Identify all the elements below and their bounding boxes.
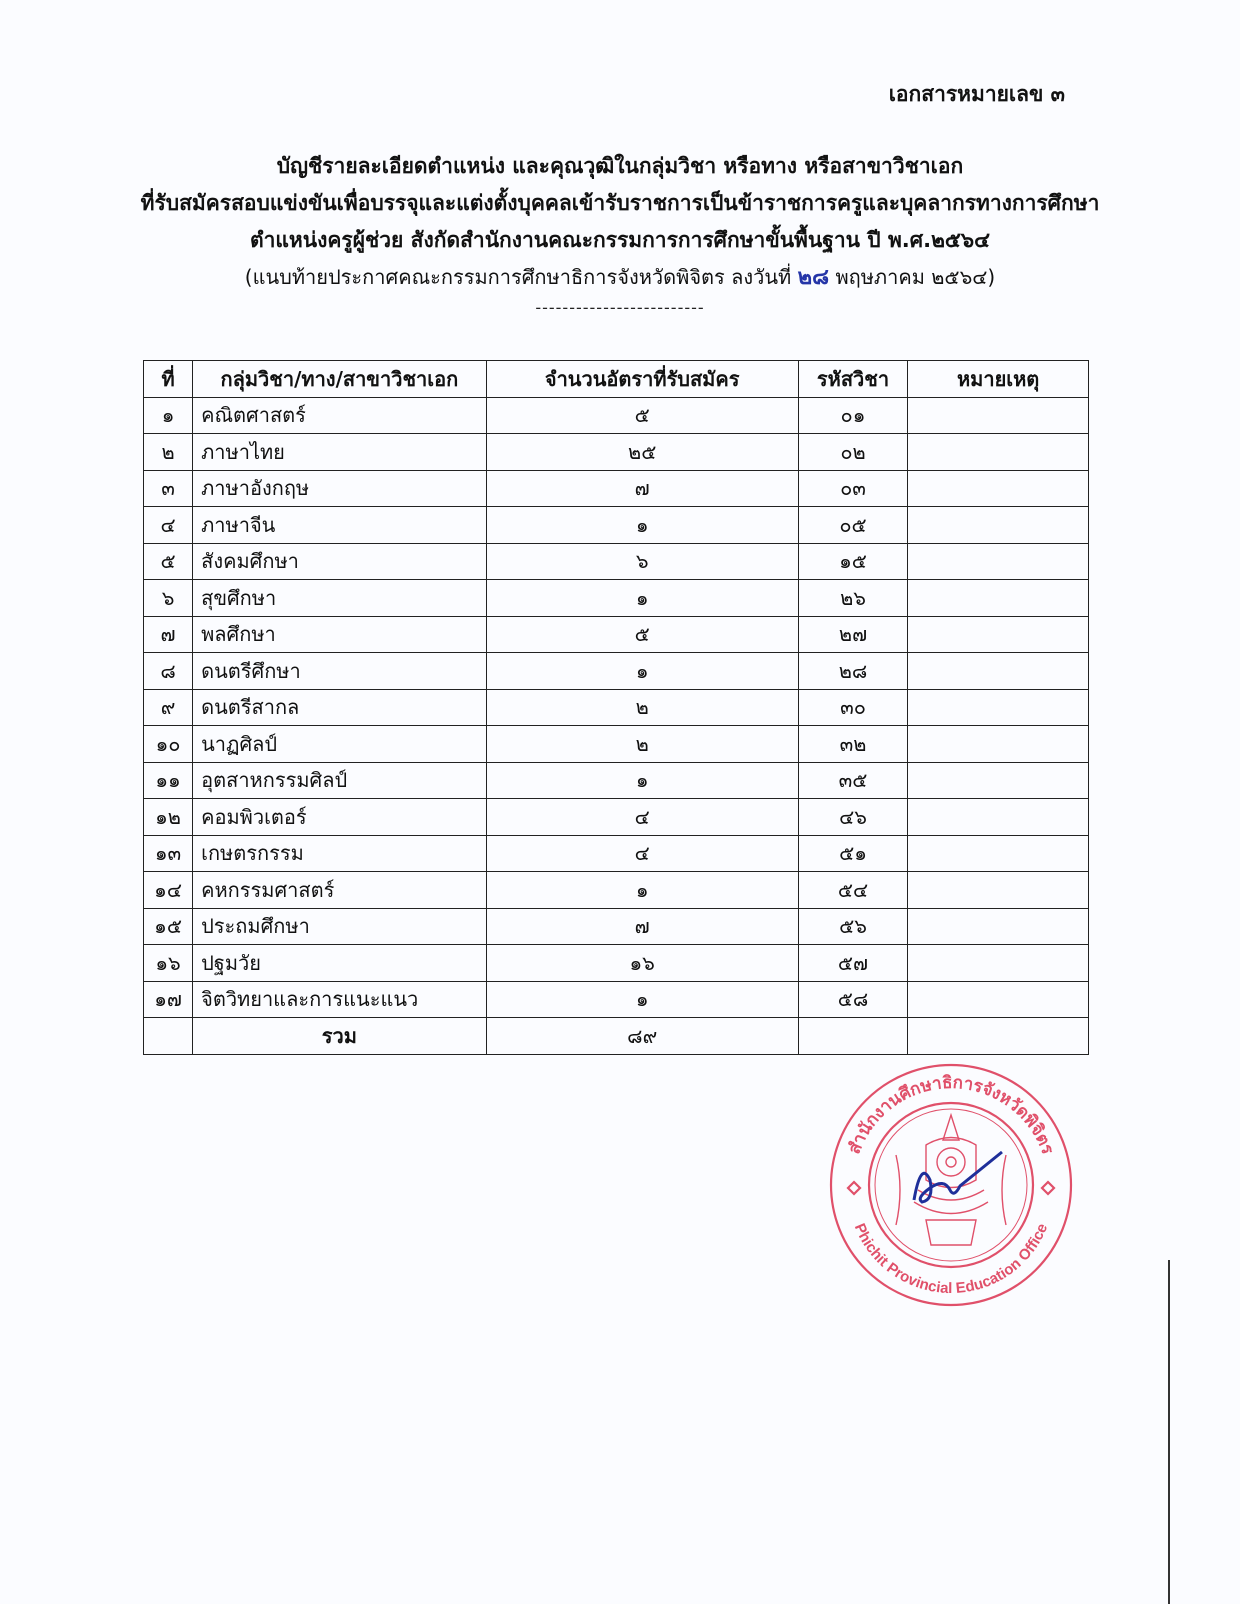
title-line-2: ที่รับสมัครสอบแข่งขันเพื่อบรรจุและแต่งตั้งบุคคลเข้ารับราชการเป็นข้าราชการครูและบุคลากรทางการศึกษา [140,191,1100,215]
row-note [908,616,1089,653]
row-number: ๑๕ [144,908,193,945]
seal-outer-ring [831,1065,1071,1305]
table-row [144,872,1089,909]
row-note [908,872,1089,909]
row-number: ๒ [144,434,193,471]
table-row [144,762,1089,799]
row-count: ๑ [486,762,798,799]
row-subject: จิตวิทยาและการแนะแนว [193,981,487,1018]
seal-inner-ring-thin [875,1109,1027,1261]
table-row [144,653,1089,690]
document-number: เอกสารหมายเลข ๓ [888,82,1065,106]
total-label: รวม [193,1018,487,1055]
seal-bottom-text: Phichit Provincial Education Office [850,1221,1052,1298]
row-subject: สังคมศึกษา [193,543,487,580]
table-body [144,397,1089,1018]
row-number: ๕ [144,543,193,580]
row-count: ๒ [486,689,798,726]
row-note [908,835,1089,872]
row-note [908,434,1089,471]
table-row [144,507,1089,544]
row-subject: คณิตศาสตร์ [193,397,487,434]
row-number: ๑๖ [144,945,193,982]
seal-emblem-icon [896,1115,1006,1245]
row-subject: ปฐมวัย [193,945,487,982]
row-count: ๒๕ [486,434,798,471]
row-code: ๐๕ [798,507,908,544]
official-seal [826,1060,1076,1310]
row-number: ๑๑ [144,762,193,799]
row-count: ๖ [486,543,798,580]
row-number: ๑๗ [144,981,193,1018]
row-code: ๕๔ [798,872,908,909]
row-number: ๔ [144,507,193,544]
row-note [908,653,1089,690]
row-note [908,799,1089,836]
table-row [144,726,1089,763]
table-row [144,397,1089,434]
table-row [144,689,1089,726]
row-count: ๑ [486,507,798,544]
row-note [908,762,1089,799]
header-count: จำนวนอัตราที่รับสมัคร [486,361,798,398]
row-code: ๐๑ [798,397,908,434]
table-row [144,945,1089,982]
row-subject: ภาษาอังกฤษ [193,470,487,507]
row-number: ๙ [144,689,193,726]
total-code-cell [798,1018,908,1055]
row-code: ๔๖ [798,799,908,836]
header-num: ที่ [144,361,193,398]
table-row [144,799,1089,836]
row-subject: สุขศึกษา [193,580,487,617]
row-number: ๑ [144,397,193,434]
title-block [80,148,1160,317]
row-count: ๑ [486,580,798,617]
row-code: ๓๒ [798,726,908,763]
table-row [144,835,1089,872]
row-count: ๔ [486,835,798,872]
row-count: ๗ [486,470,798,507]
row-code: ๐๓ [798,470,908,507]
row-code: ๕๖ [798,908,908,945]
row-note [908,470,1089,507]
row-note [908,981,1089,1018]
row-count: ๔ [486,799,798,836]
total-num-cell [144,1018,193,1055]
table-row [144,616,1089,653]
row-count: ๑ [486,872,798,909]
row-code: ๕๘ [798,981,908,1018]
table-row [144,580,1089,617]
row-number: ๖ [144,580,193,617]
total-note-cell [908,1018,1089,1055]
row-code: ๒๖ [798,580,908,617]
table-header-row [144,361,1089,398]
total-count: ๘๙ [486,1018,798,1055]
handwritten-day: ๒๘ [797,265,830,290]
row-count: ๕ [486,397,798,434]
announcement-prefix: (แนบท้ายประกาศคณะกรรมการศึกษาธิการจังหวัดพิจิตร ลงวันที่ [244,265,792,289]
row-note [908,397,1089,434]
row-count: ๗ [486,908,798,945]
row-code: ๒๘ [798,653,908,690]
row-subject: เกษตรกรรม [193,835,487,872]
table-row [144,470,1089,507]
row-count: ๕ [486,616,798,653]
table-row [144,434,1089,471]
row-subject: อุตสาหกรรมศิลป์ [193,762,487,799]
row-note [908,543,1089,580]
row-number: ๑๓ [144,835,193,872]
title-line-1: บัญชีรายละเอียดตำแหน่ง และคุณวุฒิในกลุ่มวิชา หรือทาง หรือสาขาวิชาเอก [276,154,964,178]
header-note: หมายเหตุ [908,361,1089,398]
scan-edge-line [1168,1260,1170,1604]
announcement-reference [80,259,1160,296]
row-subject: คอมพิวเตอร์ [193,799,487,836]
row-code: ๐๒ [798,434,908,471]
seal-diamond-left-icon [848,1182,860,1194]
row-note [908,580,1089,617]
row-note [908,689,1089,726]
title-line-3: ตำแหน่งครูผู้ช่วย สังกัดสำนักงานคณะกรรมการการศึกษาขั้นพื้นฐาน ปี พ.ศ.๒๕๖๔ [249,228,991,252]
row-subject: ดนตรีศึกษา [193,653,487,690]
row-subject: พลศึกษา [193,616,487,653]
row-count: ๒ [486,726,798,763]
row-note [908,945,1089,982]
divider-dashes: ------------------------- [535,298,705,317]
table-row [144,908,1089,945]
row-code: ๕๗ [798,945,908,982]
table-row [144,981,1089,1018]
seal-top-text: สำนักงานศึกษาธิการจังหวัดพิจิตร [844,1072,1058,1158]
row-note [908,507,1089,544]
positions-table [143,360,1089,1055]
seal-inner-ring [869,1103,1033,1267]
header-code: รหัสวิชา [798,361,908,398]
row-number: ๑๐ [144,726,193,763]
row-number: ๗ [144,616,193,653]
row-count: ๑๖ [486,945,798,982]
row-code: ๓๕ [798,762,908,799]
row-note [908,726,1089,763]
announcement-suffix: พฤษภาคม ๒๕๖๔) [835,265,996,289]
header-subject: กลุ่มวิชา/ทาง/สาขาวิชาเอก [193,361,487,398]
row-subject: คหกรรมศาสตร์ [193,872,487,909]
row-subject: ภาษาจีน [193,507,487,544]
row-number: ๘ [144,653,193,690]
table-row [144,543,1089,580]
row-number: ๓ [144,470,193,507]
row-code: ๑๕ [798,543,908,580]
row-subject: ภาษาไทย [193,434,487,471]
row-subject: ประถมศึกษา [193,908,487,945]
total-row [144,1018,1089,1055]
row-code: ๓๐ [798,689,908,726]
row-note [908,908,1089,945]
row-count: ๑ [486,981,798,1018]
row-subject: นาฏศิลป์ [193,726,487,763]
row-count: ๑ [486,653,798,690]
row-number: ๑๔ [144,872,193,909]
row-subject: ดนตรีสากล [193,689,487,726]
row-number: ๑๒ [144,799,193,836]
seal-diamond-right-icon [1042,1182,1054,1194]
row-code: ๒๗ [798,616,908,653]
row-code: ๕๑ [798,835,908,872]
